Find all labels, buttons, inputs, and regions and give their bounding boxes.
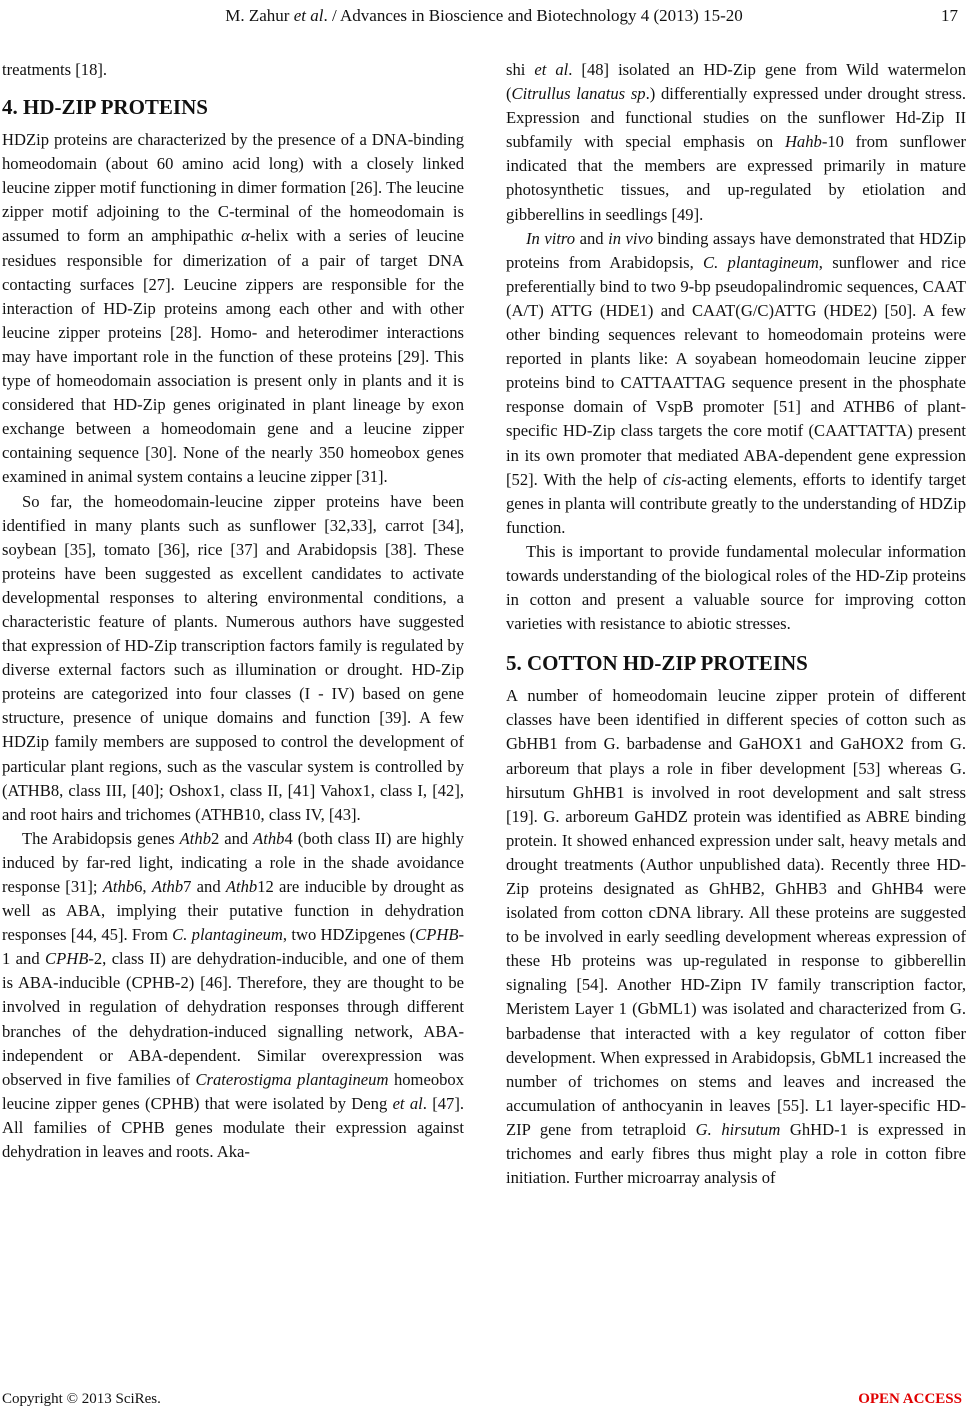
text-segment: This is important to provide fundamental molecular information towards understanding of the biological roles of the HD-Zip proteins in cotton and present a valuable source for improving cotton varieties with resistance to abiotic stresses. (506, 541, 966, 634)
italic-text: G. hirsutum (695, 1119, 781, 1139)
text-segment: 6, (134, 877, 152, 896)
page-footer (0, 1388, 968, 1410)
italic-text: α (241, 226, 250, 246)
italic-text: Athb (102, 877, 135, 896)
body-paragraph (506, 227, 966, 540)
body-paragraph (2, 490, 464, 827)
text-segment: -2, class II) are dehydration-inducible, and one of them is ABA-inducible (CPHB-2) [46]. Therefore, they are thought to be involved in regulation of dehydration responses through different branches of the dehydration-induced signalling network, ABA-independent or ABA-dependent. Similar overexpression was observed in five families of (2, 949, 464, 1089)
open-access-badge: OPEN ACCESS (858, 1391, 962, 1407)
text-segment: 12 are inducible by drought as well as ABA, implying their putative function in dehydration responses [44, 45]. From (2, 877, 464, 945)
text-segment: shi (506, 60, 535, 79)
italic-text: Hahb (784, 132, 822, 152)
text-segment: . [47]. All families of CPHB genes modulate their expression against dehydration in leaves and roots. Aka- (2, 1093, 464, 1162)
right-column (506, 58, 966, 1190)
section-heading: 5. COTTON HD-ZIP PROTEINS (506, 651, 808, 676)
text-segment: So far, the homeodomain-leucine zipper proteins have been identified in many plants such as sunflower [32,33], carrot [34], soybean [35], tomato [36], rice [37] and Arabidopsis [38]. These proteins have been suggested as excellent candidates to activate developmental responses to altering environmental conditions, a characteristic feature of plants. Numerous authors have suggested that expression of HD-Zip transcription factors family is regulated by diverse external factors such as illumination or drought. HD-Zip proteins are categorized into four classes (I - IV) based on gene structure, presence of unique domains and function [39]. A few HDZip family members are supposed to control the development of particular plant regions, such as the vascular system is controlled by (ATHB8, class III, [40]; Oshox1, class II, [41] Vahox1, class I, [42], and root hairs and trichomes (ATHB10, class IV, [43]. (2, 491, 464, 824)
running-header (0, 4, 968, 28)
italic-text: Athb (253, 828, 285, 848)
italic-text: Athb (151, 877, 184, 896)
text-segment: .) differentially expressed under drought stress. Expression and functional studies on the sunflower Hd-Zip II subfamily with special emphasis on (506, 84, 966, 152)
section-heading: 4. HD-ZIP PROTEINS (2, 95, 208, 120)
copyright-notice: Copyright © 2013 SciRes. (2, 1391, 161, 1407)
text-segment: , sunflower and rice preferentially bind to two 9-bp pseudopalindromic sequences, CAAT (A/T) ATTG (HDE1) and CAAT(G/C)ATTG (HDE2) [50]. A few other binding sequences relevant to homeodomain proteins were reported in plants like: A soyabean homeodomain leucine zipper proteins bind to CATTAATTAG sequence present in the phosphate response domain of VspB promoter [51] and ATHB6 of plant-specific HD-Zip class targets the core motif (CAATTATTA) present in its own promoter that mediated ABA-dependent gene expression [52]. With the help of (506, 252, 967, 489)
text-segment: 4 (both class II) are highly induced by far-red light, indicating a role in the shade avoidance response [31]; (2, 828, 464, 896)
italic-text: et al (392, 1093, 423, 1113)
italic-text: Athb (179, 828, 212, 848)
text-segment: homeobox leucine zipper genes (CPHB) that were isolated by Deng (2, 1069, 465, 1113)
text-segment: -acting elements, efforts to identify target genes in planta will contribute greatly to the understanding of HDZip function. (506, 469, 966, 537)
body-paragraph (506, 684, 966, 1190)
italic-text: Athb (225, 877, 258, 896)
text-segment: A number of homeodomain leucine zipper protein of different classes have been identified in different species of cotton such as GbHB1 from G. barbadense and GaHOX1 and GaHOX2 from G. arboreum that plays a role in fiber development [53] whereas G. hirsutum GhHB1 is involved in root development and salt stress [19]. G. arboreum GaHDZ protein was identified as ABRE binding protein. It showed enhanced expression under salt, heavy metals and drought treatments (Author unpublished data). Recently three HD-Zip proteins designated as GhHB2, GhHB3 and GhHB4 were isolated from cotton cDNA library. All these proteins are suggested to be involved in early seedling development whereas expression of these Hb proteins was up-regulated in response to gibberellin signaling [54]. Another HD-Zipn IV family transcription factor, Meristem Layer 1 (GbML1) was isolated and characterized from G. barbadense that interacted with a key regulator of cotton fiber development. When expressed in Arabidopsis, GbML1 increased the number of trichomes on stems and leaves and increased the accumulation of anthocyanin in leaves [55]. L1 layer-specific HD-ZIP gene from tetraploid (506, 686, 966, 1139)
italic-text: et al (534, 60, 569, 79)
text-segment: -1 and (2, 925, 464, 969)
text-segment: binding assays have demonstrated that HDZip proteins from Arabidopsis, (506, 228, 966, 272)
italic-text: cis (663, 469, 682, 489)
text-segment: . [48] isolated an HD-Zip gene from Wild watermelon ( (506, 60, 967, 104)
text-segment: treatments [18]. (2, 60, 108, 79)
body-paragraph (2, 128, 464, 489)
left-column (2, 58, 464, 1164)
body-paragraph (506, 58, 966, 227)
text-segment: HDZip proteins are characterized by the presence of a DNA-binding homeodomain (about 60 amino acid long) with a closely linked leucine zipper motif functioning in dimer formation [26]. The leucine zipper motif adjoining to the C-terminal of the homeodomain is assumed to form an amphipathic (2, 130, 464, 246)
text-segment: , two HDZipgenes ( (282, 925, 416, 945)
body-paragraph (2, 58, 464, 82)
italic-text: C. plantagineum (172, 925, 283, 945)
page-number: 17 (941, 6, 958, 25)
running-title (0, 4, 968, 28)
text-segment: 2 and (211, 828, 254, 848)
text-segment: GhHD-1 is expressed in trichomes and early fibres thus might play a role in cotton fibre initiation. Further microarray analysis of (506, 1119, 966, 1188)
text-segment: -10 from sunflower indicated that the members are expressed primarily in mature photosynthetic tissues, and up-regulated by etiolation and gibberellins in seedlings [49]. (506, 132, 967, 224)
running-title-journal: . / Advances in Bioscience and Biotechnology 4 (2013) 15-20 (323, 6, 743, 25)
text-segment: 7 and (183, 877, 226, 896)
text-segment: -helix with a series of leucine residues responsible for dimerization of a pair of target DNA contacting surfaces [27]. Leucine zippers are responsible for the interaction of HD-Zip proteins among each other and with other leucine zipper proteins [28]. Homo- and heterodimer interactions may have important role in the function of these proteins [29]. This type of homeodomain association is present only in plants and it is considered that HD-Zip genes originated in plant lineage by exon exchange between a homeodomain gene and a leucine zipper containing sequence [30]. None of the nearly 350 homeobox genes examined in animal system contains a leucine zipper [31]. (2, 226, 464, 487)
italic-text: Citrullus lanatus sp (511, 84, 646, 104)
running-title-etal: et al (293, 6, 324, 25)
text-segment: and (575, 228, 609, 248)
text-segment: The Arabidopsis genes (22, 828, 180, 848)
body-paragraph (506, 540, 966, 636)
italic-text: CPHB (415, 925, 459, 945)
italic-text: CPHB (45, 949, 89, 969)
body-paragraph (2, 827, 464, 1164)
italic-text: In vitro (526, 228, 576, 248)
italic-text: Craterostigma plantagineum (195, 1069, 389, 1089)
italic-text: in vivo (608, 228, 654, 248)
italic-text: C. plantagineum (703, 252, 819, 272)
running-title-authors: M. Zahur (225, 6, 294, 25)
